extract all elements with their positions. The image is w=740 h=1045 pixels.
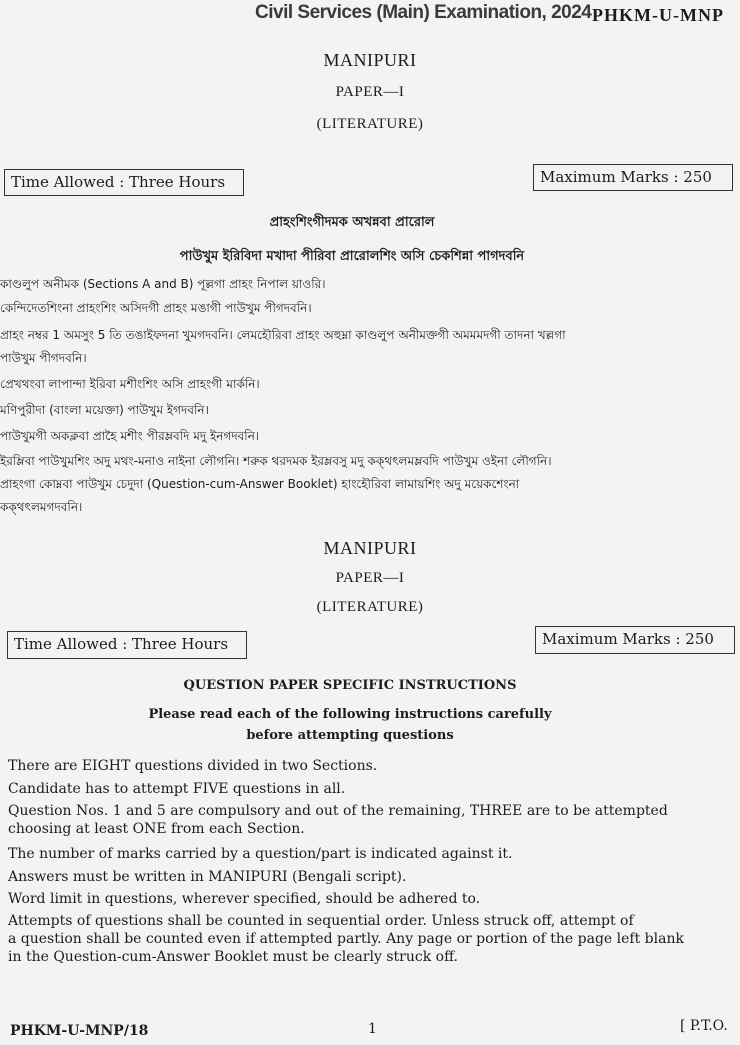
instruction-line: Attempts of questions shall be counted in sequential order. Unless struck off, attempt of: [8, 913, 634, 929]
subject-title-en: MANIPURI: [323, 538, 417, 558]
instruction-line: Question Nos. 1 and 5 are compulsory and out of the remaining, THREE are to be attempted: [8, 803, 668, 819]
paper-label-en: PAPER—I: [335, 570, 405, 586]
manipuri-line: পাউখুম পীগদবনি।: [0, 351, 87, 365]
exam-title: Civil Services (Main) Examination, 2024: [255, 2, 592, 23]
instruction-line: in the Question-cum-Answer Booklet must be clearly struck off.: [8, 949, 458, 965]
manipuri-line: কাণ্ডলুপ অনীমক (Sections A and B) পূল্লগা প্রাহং নিপাল য়াওরি।: [0, 277, 326, 291]
literature-label: (LITERATURE): [316, 116, 424, 132]
max-marks-box: Maximum Marks : 250: [533, 164, 733, 191]
manipuri-subheading: পাউখুম ইরিবিদা মখাদা পীরিবা প্রারোলশিং অসি চেকশিন্না পাগদবনি: [179, 249, 525, 264]
instruction-line: There are EIGHT questions divided in two Sections.: [8, 758, 378, 774]
subject-title: MANIPURI: [323, 50, 417, 70]
instruction-line: choosing at least ONE from each Section.: [8, 821, 305, 837]
manipuri-line: প্রেখথংবা লাপান্দা ইরিবা মশীংশিং অসি প্রাহংগী মার্কনি।: [0, 377, 260, 391]
instructions-subtitle: before attempting questions: [246, 728, 454, 743]
manipuri-line: ইরম্লিবা পাউখুমশিং অদু মথং-মনাও নাইনা লৌগনি। শরুক থরদমক ইরম্লবসু মদু কক্থৎলমম্লবদি পাউখুম ওইনা লৌগনি।: [0, 454, 552, 468]
manipuri-line: প্রাহংগা কোম্নবা পাউখুম চেদুদা (Question-cum-Answer Booklet) হাংহৌরিবা লামায়শিং অদু ময়েকশেংনা: [0, 477, 520, 491]
manipuri-line: কেন্দিদেতশিংনা প্রাহংশিং অসিদগী প্রাহং মঙাগী পাউখুম পীগদবনি।: [0, 301, 312, 315]
pto-label: [ P.T.O.: [680, 1018, 728, 1034]
instruction-line: a question shall be counted even if attempted partly. Any page or portion of the page left blank: [8, 931, 684, 947]
footer-code: PHKM-U-MNP/18: [10, 1023, 149, 1039]
instruction-line: Answers must be written in MANIPURI (Bengali script).: [8, 869, 407, 885]
manipuri-line: কক্থৎলমগদবনি।: [0, 500, 83, 514]
paper-label: PAPER—I: [335, 84, 405, 100]
paper-code: PHKM-U-MNP: [592, 5, 724, 25]
instruction-line: Word limit in questions, wherever specified, should be adhered to.: [8, 891, 481, 907]
manipuri-line: পাউখুমগী অকক্লবা প্রাহৈ মশীং পীরম্লবদি মদু ইনগদবনি।: [0, 429, 260, 443]
manipuri-heading: প্রাহংশিংগীদমক অখন্নবা প্রারোল: [269, 215, 435, 230]
manipuri-line: প্রাহং নম্বর 1 অমসুং 5 তি তঙাইফদনা খুমগদবনি। লেমহৌরিবা প্রাহং অহুম্না কাণ্ডলুপ অনীমক্তগী অমমমদগী তাদনা খল্লগা: [0, 328, 566, 342]
instructions-title: QUESTION PAPER SPECIFIC INSTRUCTIONS: [183, 678, 517, 693]
literature-label-en: (LITERATURE): [316, 599, 424, 615]
instruction-line: Candidate has to attempt FIVE questions in all.: [8, 781, 346, 797]
time-allowed-box-en: Time Allowed : Three Hours: [7, 631, 247, 659]
time-allowed-box: Time Allowed : Three Hours: [4, 169, 244, 196]
instructions-subtitle: Please read each of the following instructions carefully: [148, 707, 552, 722]
manipuri-line: মণিপুরীদা (বাংলা ময়েক্তা) পাউখুম ইগদবনি।: [0, 403, 209, 417]
max-marks-box-en: Maximum Marks : 250: [535, 626, 735, 654]
instruction-line: The number of marks carried by a question/part is indicated against it.: [8, 846, 513, 862]
page-number: 1: [368, 1021, 377, 1037]
